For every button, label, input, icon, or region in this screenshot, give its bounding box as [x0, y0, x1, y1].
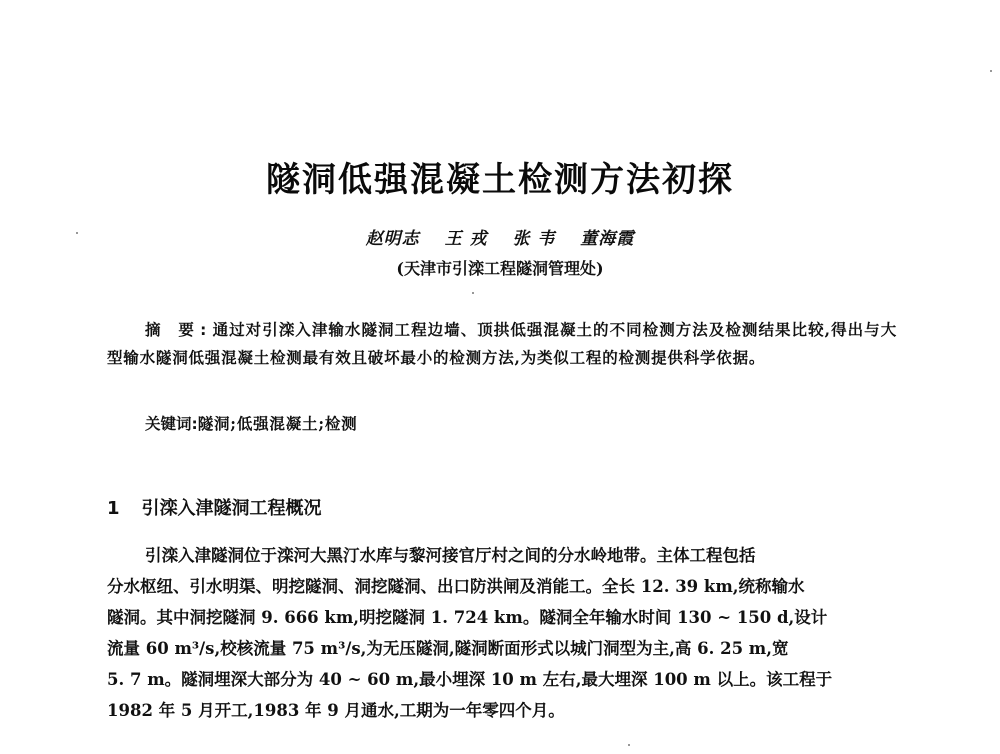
abstract: [107, 316, 897, 372]
paragraph-line: 流量 60 m³/s,校核流量 75 m³/s,为无压隧洞,隧洞断面形式以城门洞型为主,高 6. 25 m,宽: [107, 639, 789, 658]
scan-speck: [76, 232, 78, 234]
paragraph-line: 分水枢纽、引水明渠、明挖隧洞、洞挖隧洞、出口防洪闸及消能工。全长 12. 39 km,统称输水: [107, 577, 805, 596]
paper-title: 隧洞低强混凝土检测方法初探: [266, 160, 734, 200]
author-affiliation: (天津市引滦工程隧洞管理处): [396, 259, 604, 278]
author-name: 赵明志: [365, 229, 420, 249]
author-list: [0, 224, 1000, 249]
paragraph-line: 1982 年 5 月开工,1983 年 9 月通水,工期为一年零四个月。: [107, 701, 565, 720]
paragraph-line: 5. 7 m。隧洞埋深大部分为 40 ~ 60 m,最小埋深 10 m 左右,最大埋深 100 m 以上。该工程于: [107, 670, 833, 689]
body-paragraph: [107, 540, 897, 726]
keywords-text: 隧洞;低强混凝土;检测: [197, 414, 358, 433]
author-name: 董海霞: [580, 229, 635, 249]
scan-speck: [628, 744, 630, 746]
author-name: 王 戎: [444, 229, 488, 249]
paragraph-line: 隧洞。其中洞挖隧洞 9. 666 km,明挖隧洞 1. 724 km。隧洞全年输水时间 130 ~ 150 d,设计: [107, 608, 828, 627]
abstract-text: 通过对引滦入津输水隧洞工程边墙、顶拱低强混凝土的不同检测方法及检测结果比较,得出与大型输水隧洞低强混凝土检测最有效且破坏最小的检测方法,为类似工程的检测提供科学依据。: [107, 320, 897, 367]
scan-speck: [472, 292, 474, 294]
section-number: 1: [107, 498, 120, 519]
scan-speck: [990, 70, 992, 72]
paragraph-line: 引滦入津隧洞位于滦河大黑汀水库与黎河接官厅村之间的分水岭地带。主体工程包括: [145, 546, 756, 565]
author-name: 张 韦: [512, 229, 556, 249]
keywords: [145, 412, 357, 434]
abstract-label: 摘 要:: [145, 321, 213, 339]
section-title: 引滦入津隧洞工程概况: [141, 498, 322, 519]
keywords-label: 关键词:: [145, 415, 198, 433]
section-heading: [107, 494, 322, 520]
